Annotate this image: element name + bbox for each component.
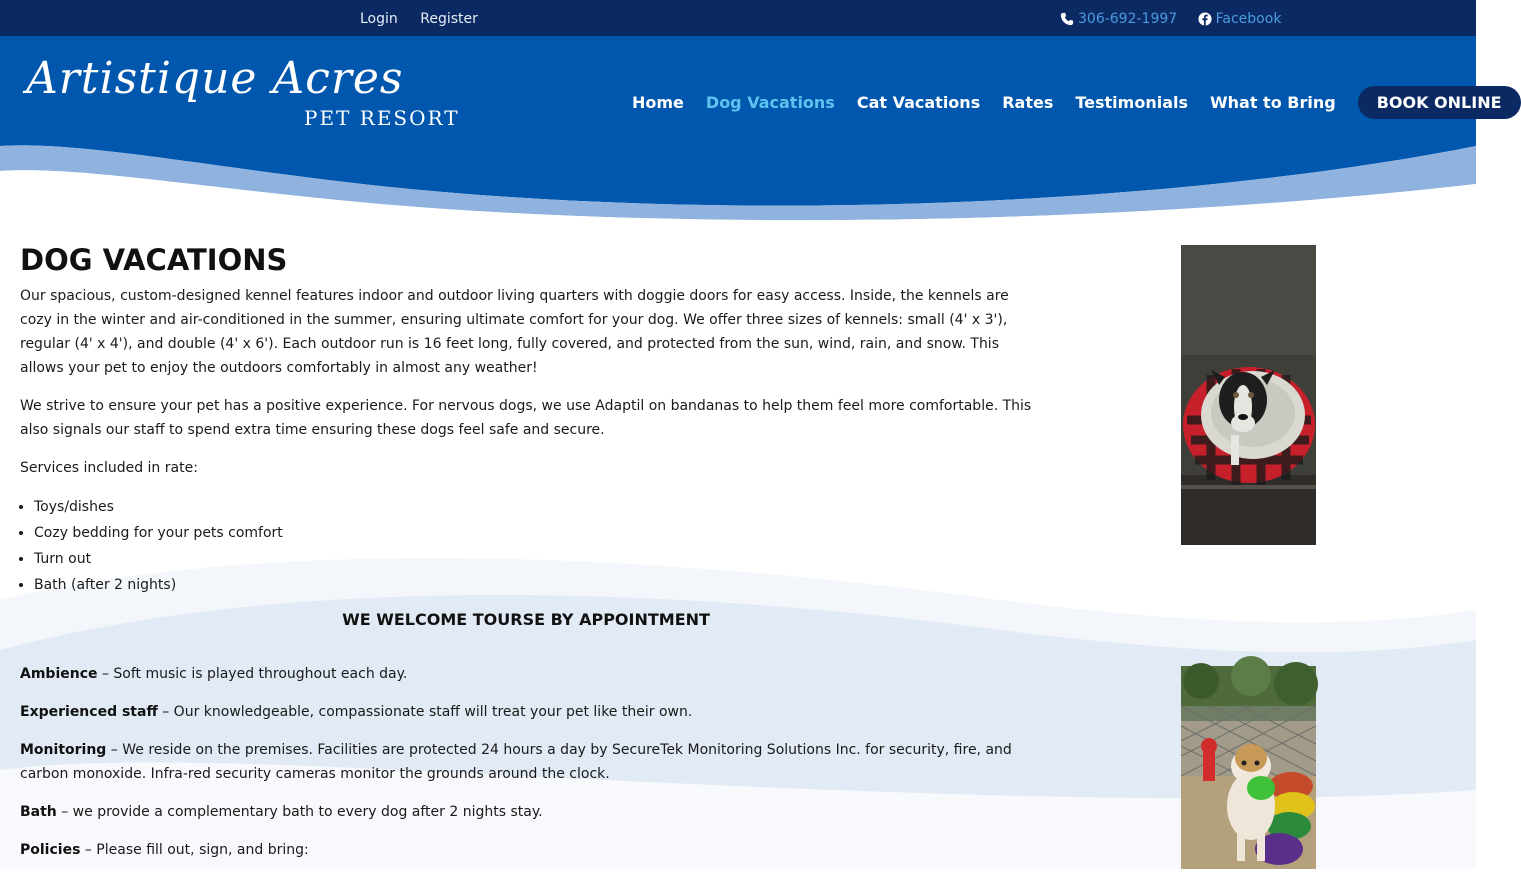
feature-label: Policies bbox=[20, 842, 81, 858]
page-title: DOG VACATIONS bbox=[20, 243, 288, 277]
top-bar bbox=[0, 0, 1476, 36]
feature-policies bbox=[20, 838, 1032, 862]
feature-label: Monitoring bbox=[20, 742, 107, 758]
feature-text: – Please fill out, sign, and bring: bbox=[80, 842, 309, 858]
dog-in-bed-photo bbox=[1181, 245, 1316, 545]
contact-links bbox=[1060, 11, 1297, 30]
login-link[interactable]: Login bbox=[360, 11, 398, 27]
logo-subtitle: PET RESORT bbox=[304, 106, 460, 130]
site-logo[interactable] bbox=[26, 52, 460, 130]
feature-text: – we provide a complementary bath to every dog after 2 nights stay. bbox=[56, 804, 543, 820]
list-item: • Toys/dishes bbox=[34, 494, 1032, 520]
feature-bath bbox=[20, 800, 1032, 824]
nav-what-to-bring[interactable]: What to Bring bbox=[1210, 93, 1336, 112]
phone-icon bbox=[1060, 12, 1074, 26]
book-online-button[interactable]: BOOK ONLINE bbox=[1358, 86, 1521, 119]
phone-link[interactable] bbox=[1060, 11, 1177, 27]
feature-text: – Our knowledgeable, compassionate staff will treat your pet like their own. bbox=[157, 704, 693, 720]
feature-ambience bbox=[20, 662, 1032, 686]
account-links bbox=[360, 11, 496, 27]
facebook-label: Facebook bbox=[1215, 11, 1282, 27]
list-item: • Bath (after 2 nights) bbox=[34, 572, 1032, 598]
feature-staff bbox=[20, 700, 1032, 724]
feature-label: Ambience bbox=[20, 666, 98, 682]
tours-heading: WE WELCOME TOURSE BY APPOINTMENT bbox=[342, 610, 710, 629]
main-content bbox=[20, 240, 1032, 876]
site-header bbox=[0, 36, 1502, 220]
main-nav bbox=[632, 86, 1521, 119]
facebook-link[interactable] bbox=[1198, 11, 1282, 27]
feature-text: – We reside on the premises. Facilities are protected 24 hours a day by SecureTek Monitoring Solutions Inc. for security, fire, and carbon monoxide. Infra-red security cameras monitor the grounds around the clock. bbox=[20, 742, 1012, 782]
feature-monitoring bbox=[20, 738, 1032, 786]
logo-script: Artistique Acres bbox=[26, 53, 404, 104]
register-link[interactable]: Register bbox=[420, 11, 478, 27]
feature-label: Experienced staff bbox=[20, 704, 158, 720]
services-intro: Services included in rate: bbox=[20, 460, 198, 476]
list-item: • Cozy bedding for your pets comfort bbox=[34, 520, 1032, 546]
feature-label: Bath bbox=[20, 804, 57, 820]
feature-text: – Soft music is played throughout each day. bbox=[97, 666, 408, 682]
list-item: • Turn out bbox=[34, 546, 1032, 572]
facebook-icon bbox=[1198, 12, 1212, 26]
nav-rates[interactable]: Rates bbox=[1002, 93, 1054, 112]
nav-testimonials[interactable]: Testimonials bbox=[1075, 93, 1188, 112]
nav-dog-vacations[interactable]: Dog Vacations bbox=[705, 93, 835, 112]
phone-number: 306-692-1997 bbox=[1078, 11, 1178, 27]
adaptil-paragraph: We strive to ensure your pet has a positive experience. For nervous dogs, we use Adaptil on bandanas to help them feel more comfortable. This also signals our staff to spend extra time ensuring these dogs feel safe and secure. bbox=[20, 398, 1032, 438]
dog-in-yard-photo bbox=[1181, 666, 1316, 869]
services-list bbox=[20, 494, 1032, 598]
intro-paragraph: Our spacious, custom-designed kennel features indoor and outdoor living quarters with doggie doors for easy access. Inside, the kennels are cozy in the winter and air-conditioned in the summer, ensuring ultimate comfort for your dog. We offer three sizes of kennels: small (4' x 3'), regular (4' x 4'), and double (4' x 6'). Each outdoor run is 16 feet long, fully covered, and protected from the sun, wind, rain, and snow. This allows your pet to enjoy the outdoors comfortably in almost any weather! bbox=[20, 288, 1009, 376]
nav-cat-vacations[interactable]: Cat Vacations bbox=[856, 93, 981, 112]
nav-home[interactable]: Home bbox=[632, 93, 684, 112]
